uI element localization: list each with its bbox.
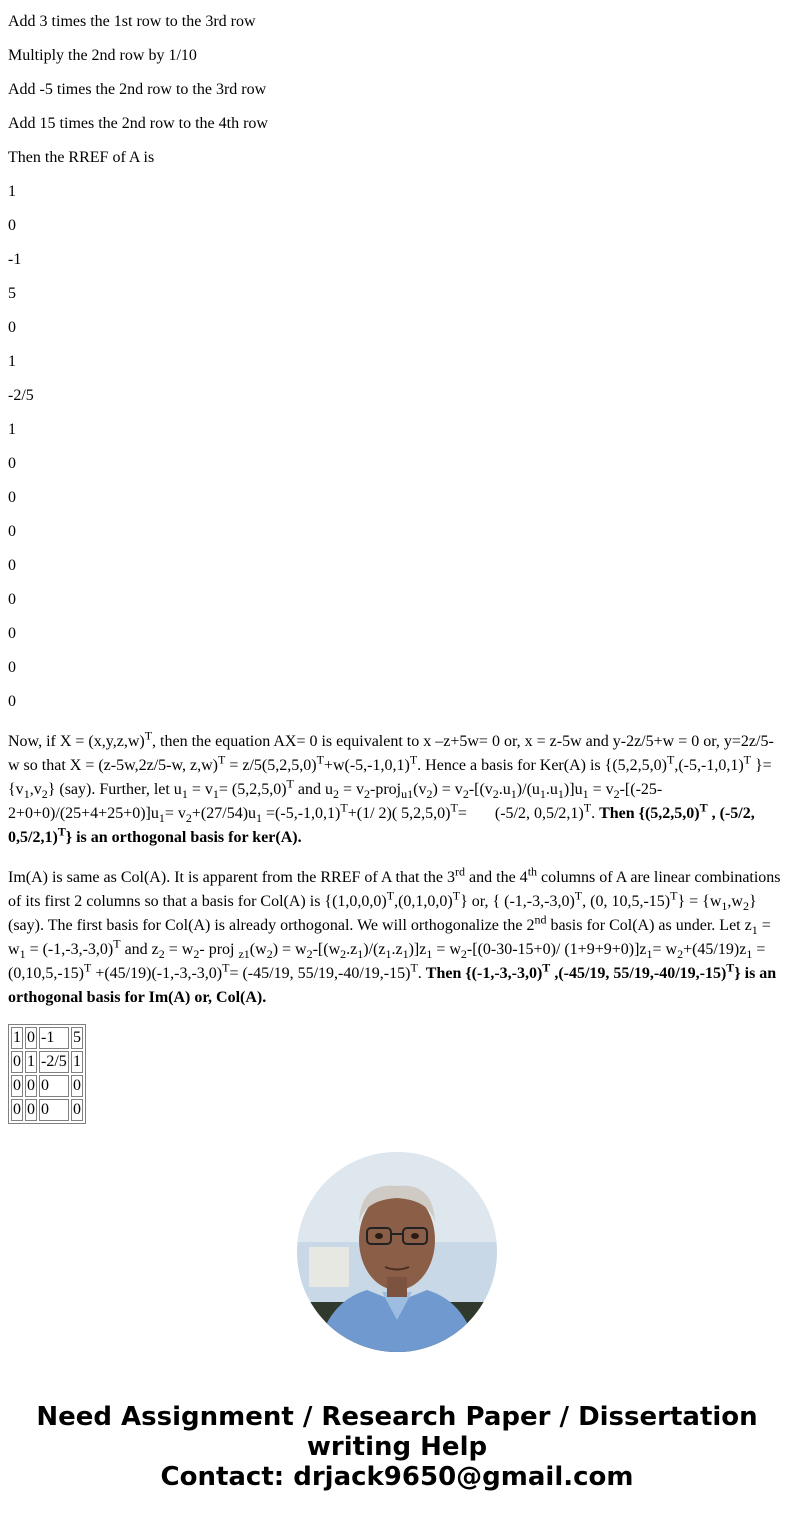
matrix-cell: 0 bbox=[11, 1075, 23, 1097]
rref-value-line: 0 bbox=[8, 693, 16, 710]
matrix-cell: -1 bbox=[39, 1027, 69, 1049]
matrix-cell: 0 bbox=[11, 1051, 23, 1073]
rref-value-line: 0 bbox=[8, 217, 16, 234]
rref-value-line: -1 bbox=[8, 251, 22, 268]
step-line: Add 15 times the 2nd row to the 4th row bbox=[8, 115, 268, 132]
rref-value-line: -2/5 bbox=[8, 387, 34, 404]
matrix-cell: 1 bbox=[25, 1051, 37, 1073]
footer-contact: Contact: drjack9650@gmail.com bbox=[160, 1462, 634, 1492]
matrix-cell: 0 bbox=[25, 1027, 37, 1049]
table-row bbox=[11, 1099, 83, 1121]
rref-value-line: 0 bbox=[8, 659, 16, 676]
rref-value-line: 1 bbox=[8, 183, 16, 200]
footer-headline: Need Assignment / Research Paper / Dissertation writing Help bbox=[36, 1402, 758, 1462]
matrix-cell: 0 bbox=[71, 1099, 83, 1121]
matrix-cell: 0 bbox=[11, 1099, 23, 1121]
step-line: Then the RREF of A is bbox=[8, 149, 155, 166]
rref-value-line: 5 bbox=[8, 285, 16, 302]
rref-value-line: 0 bbox=[8, 319, 16, 336]
matrix-cell: 1 bbox=[71, 1051, 83, 1073]
rref-value-line: 0 bbox=[8, 455, 16, 472]
matrix-cell: 0 bbox=[25, 1075, 37, 1097]
rref-value-line: 0 bbox=[8, 591, 16, 608]
document-content bbox=[8, 0, 784, 1124]
image-conclusion: Then {$(-1,-3,-3,0)^T$ ,(-45/19, 55/19,-40/19,-15)$^T$} is an orthogonal basis for Im(A) or, Col(A). bbox=[8, 960, 777, 1006]
rref-value-line: 0 bbox=[8, 489, 16, 506]
rref-value-line: 0 bbox=[8, 523, 16, 540]
rref-value-line: 0 bbox=[8, 557, 16, 574]
avatar-portrait bbox=[297, 1152, 497, 1352]
matrix-cell: -2/5 bbox=[39, 1051, 69, 1073]
matrix-cell: 0 bbox=[39, 1075, 69, 1097]
matrix-cell: 0 bbox=[25, 1099, 37, 1121]
rref-matrix-table bbox=[8, 1024, 86, 1124]
rref-value-line: 0 bbox=[8, 625, 16, 642]
matrix-cell: 0 bbox=[71, 1075, 83, 1097]
step-line: Multiply the 2nd row by 1/10 bbox=[8, 47, 197, 64]
kernel-conclusion: Then {$(5,2,5,0)^T$ , (-5/2, 0,5/2,1)$^T$} is an orthogonal basis for ker(A). bbox=[8, 800, 755, 846]
rref-value-line: 1 bbox=[8, 353, 16, 370]
step-line: Add 3 times the 1st row to the 3rd row bbox=[8, 13, 256, 30]
table-row bbox=[11, 1075, 83, 1097]
footer-promo bbox=[0, 1402, 794, 1492]
matrix-cell: 1 bbox=[11, 1027, 23, 1049]
avatar bbox=[297, 1152, 497, 1352]
table-row bbox=[11, 1051, 83, 1073]
matrix-cell: 5 bbox=[71, 1027, 83, 1049]
step-line: Add -5 times the 2nd row to the 3rd row bbox=[8, 81, 267, 98]
kernel-paragraph: Now, if $X = (x,y,z,w)^T$, then the equation AX= 0 is equivalent to x –z+5w= 0 or, x = z-5w and y-2z/5+w = 0 or, y=2z/5-w so that X = (z-5w,2z/5-w, $z,w)^T = z/5(5,2,5,0)^T+w(-5,-1,0,1)^T$. Hence a basis for Ker(A) is {$(5,2,5,0)^T,(-5,-1,0,1)^T$ }= $\{v_1,v_2\}$ (say). Further, let $u_1 = v_1= (5,2,5,0)^T$ and $u_2$ = $v_2-proj_{u1}(v_2) = v_2-[(v_2.u_1)/(u_1.u_1)]u_1 = v_2-[(-25-2+0+0)/(25+4+25+0)]u_1= v_2+(27/54)u_1 =(-5,-1,0,1)^T+(1/$ 2)( 5,2,5,0)$^T$= (-5/2, 0,5/2,1)$^T$. Then {$(5,2,5,0)^T$ , (-5/2, 0,5/2,1)$^T$} is an orthogonal basis for ker(A). bbox=[8, 728, 774, 846]
matrix-cell: 0 bbox=[39, 1099, 69, 1121]
image-paragraph: Im(A) is same as Col(A). It is apparent from the RREF of A that the 3rd and the 4th columns of A are linear combinations of its first 2 columns so that a basis for Col(A) is $\{(1,0,0,0)^T,(0,1,0,0)^T\}$ or, { $(-1,-3,-3,0)^T$, (0, $10,5,-15)^T\} = \{w_1,w_2\}$ (say). The first basis for Col(A) is already orthogonal. We will orthogonalize the 2nd basis for Col(A) as under. Let $z_1 = w_1 = (-1,-3,-3,0)^T$ and $z_2 = w_2-$ proj $_{z1}(w_2) = w_2-[(w_2.z_1)/(z_1.z_1)]z_1 = w_2-[(0-30-15+0)/$ $(1+9+9+0)]z_1= w_2+(45/19)z_1 = (0,10,5,-15)^T +(45/19)(-1,-3,-3,0)^T= (-45/19$, 55/19,-40/19,-15)$^T$. Then {$(-1,-3,-3,0)^T$ ,(-45/19, 55/19,-40/19,-15)$^T$} is an orthogonal basis for Im(A) or, Col(A). bbox=[8, 864, 781, 1006]
rref-value-line: 1 bbox=[8, 421, 16, 438]
table-row bbox=[11, 1027, 83, 1049]
